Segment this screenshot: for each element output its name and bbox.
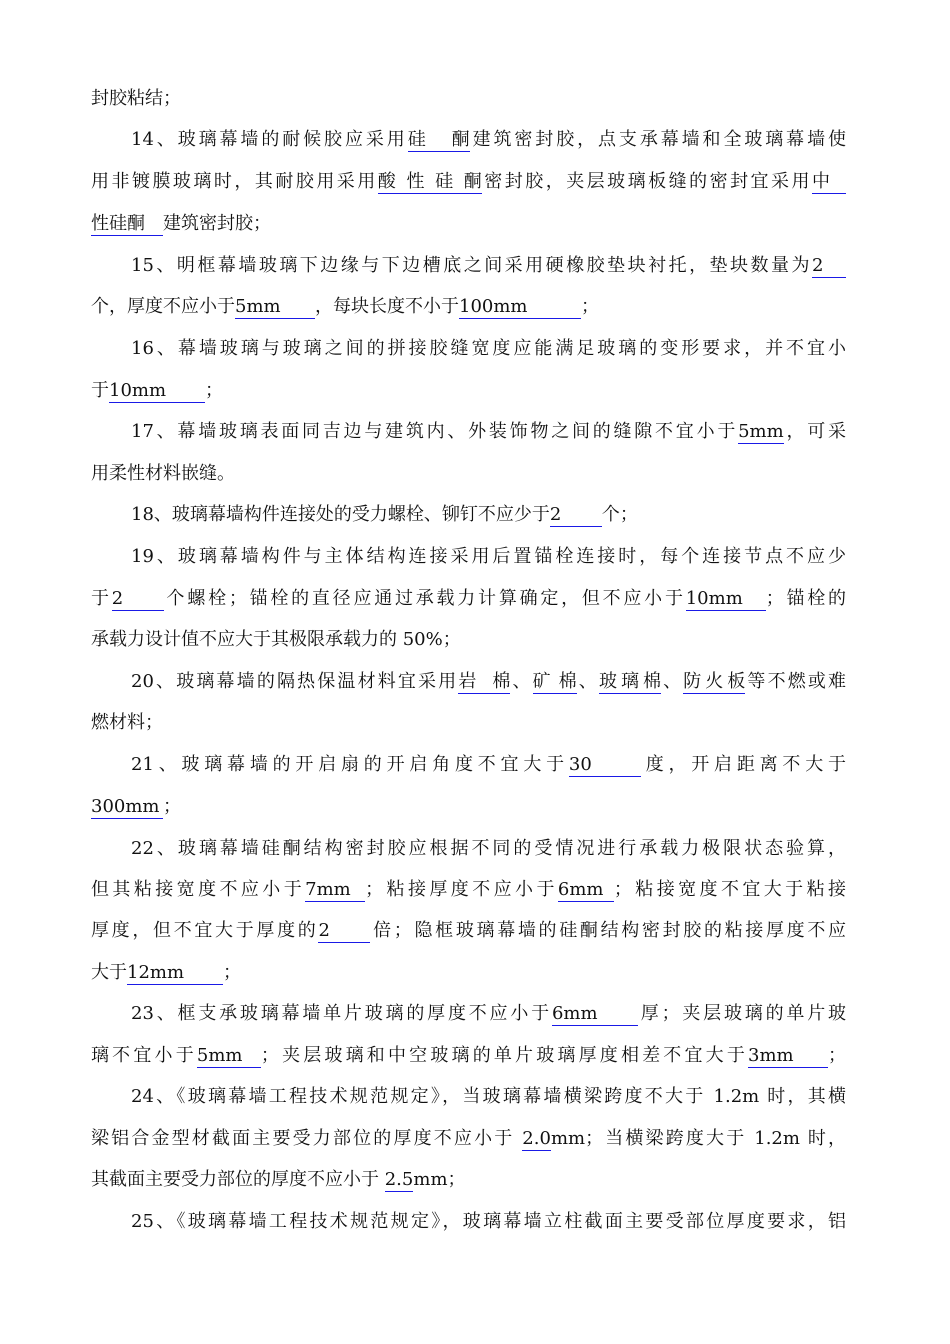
fill-blank-answer: 6mm	[558, 879, 614, 902]
fill-blank-answer: 5mm	[235, 296, 315, 319]
text-segment: ；	[828, 1045, 847, 1066]
text-segment: 大于	[91, 962, 127, 983]
fill-blank-answer: 中	[812, 171, 846, 194]
text-segment: 建筑密封胶；	[163, 213, 271, 234]
text-line	[91, 794, 846, 820]
fill-blank-answer: 防火板	[683, 671, 746, 692]
text-line	[131, 1084, 846, 1110]
fill-blank-answer: 2.5	[384, 1169, 414, 1190]
text-line	[131, 1001, 846, 1027]
fill-blank-answer: 3mm	[748, 1045, 828, 1068]
text-line	[91, 627, 846, 653]
fill-blank-answer: 2	[318, 920, 370, 943]
text-line	[131, 336, 846, 362]
text-segment: 个，厚度不应小于	[91, 296, 235, 317]
text-line	[91, 586, 846, 612]
text-segment: 18、玻璃幕墙构件连接处的受力螺栓、铆钉不应少于	[131, 504, 550, 525]
fill-blank-answer: 玻璃棉	[598, 671, 661, 692]
text-line	[91, 169, 846, 195]
text-segment: 17、幕墙玻璃表面同吉边与建筑内、外装饰物之间的缝隙不宜小于	[131, 421, 739, 442]
text-segment: 厚；夹层玻璃的单片玻	[637, 1003, 846, 1024]
text-segment: mm；	[413, 1169, 466, 1190]
text-line	[91, 1043, 846, 1069]
text-segment: mm；当横梁跨度大于 1.2m 时，	[550, 1128, 846, 1149]
text-segment: 用柔性材料嵌缝。	[91, 463, 235, 484]
text-segment: 璃不宜小于	[91, 1045, 197, 1066]
text-line	[91, 378, 846, 404]
fill-blank-answer: 5mm	[197, 1045, 261, 1068]
text-line	[131, 419, 846, 445]
text-segment: 、	[510, 671, 533, 692]
text-segment: 15、明框幕墙玻璃下边缘与下边槽底之间采用硬橡胶垫块衬托，垫块数量为	[131, 255, 812, 276]
text-segment: ；	[163, 796, 181, 817]
text-segment: 于	[91, 380, 109, 401]
fill-blank-answer: 硅酮	[407, 129, 470, 150]
text-segment: ；	[205, 380, 223, 401]
text-segment: 25、《玻璃幕墙工程技术规范规定》，玻璃幕墙立柱截面主要受部位厚度要求，铝	[131, 1211, 846, 1232]
text-line	[131, 253, 846, 279]
text-segment: 建筑密封胶，点支承幕墙和全玻璃幕墙使	[469, 129, 846, 150]
text-segment: 梁铝合金型材截面主要受力部位的厚度不应小于	[91, 1128, 523, 1149]
text-segment: ，每块长度不小于	[315, 296, 459, 317]
text-line	[131, 836, 846, 862]
text-segment: 燃材料；	[91, 712, 163, 733]
fill-blank-answer: 7mm	[305, 879, 365, 902]
text-line	[91, 1126, 846, 1152]
text-segment: 24、《玻璃幕墙工程技术规范规定》，当玻璃幕墙横梁跨度不大于 1.2m 时，其横	[131, 1086, 846, 1107]
text-segment: ；夹层玻璃和中空玻璃的单片玻璃厚度相差不宜大于	[260, 1045, 749, 1066]
fill-blank-answer: 2.0	[522, 1128, 551, 1149]
fill-blank-answer: 300mm	[91, 796, 163, 819]
text-line	[131, 544, 846, 570]
text-segment: 密封胶，夹层玻璃板缝的密封宜采用	[481, 171, 813, 192]
text-segment: ，可采	[783, 421, 846, 442]
text-segment: ；	[581, 296, 599, 317]
text-line	[131, 502, 846, 528]
text-segment: 但其粘接宽度不应小于	[91, 879, 306, 900]
text-segment: 度，开启距离不大于	[640, 754, 847, 775]
fill-blank-answer: 5mm	[738, 421, 784, 442]
text-segment: 承载力设计值不应大于其极限承载力的 50%；	[91, 629, 461, 650]
text-line	[91, 918, 846, 944]
text-segment: 20、玻璃幕墙的隔热保温材料宜采用	[131, 671, 459, 692]
text-segment: 16、幕墙玻璃与玻璃之间的拼接胶缝宽度应能满足玻璃的变形要求，并不宜小	[131, 338, 846, 359]
text-segment: ；粘接厚度不应小于	[365, 879, 558, 900]
fill-blank-answer: 2	[112, 588, 164, 611]
fill-blank-answer: 岩棉	[458, 671, 511, 692]
text-line	[131, 127, 846, 153]
text-segment: 封胶粘结；	[91, 88, 181, 109]
text-line	[91, 86, 846, 112]
fill-blank-answer: 2	[550, 504, 602, 527]
text-segment: 其截面主要受力部位的厚度不应小于	[91, 1169, 385, 1190]
text-line	[91, 710, 846, 736]
text-segment: 22、玻璃幕墙硅酮结构密封胶应根据不同的受情况进行承载力极限状态验算，	[131, 838, 846, 859]
fill-blank-answer: 10mm	[686, 588, 766, 611]
text-line	[91, 877, 846, 903]
text-line	[131, 669, 846, 695]
text-segment: 个螺栓；锚栓的直径应通过承载力计算确定，但不应小于	[163, 588, 686, 609]
text-line	[131, 1209, 846, 1235]
text-segment: 、	[660, 671, 684, 692]
text-segment: ；锚栓的	[765, 588, 847, 609]
fill-blank-answer: 10mm	[109, 380, 205, 403]
fill-blank-answer: 酸性硅酮	[377, 171, 482, 192]
text-line	[91, 1167, 846, 1193]
text-line	[91, 294, 846, 320]
text-segment: ；粘接宽度不宜大于粘接	[613, 879, 847, 900]
text-segment: 厚度，但不宜大于厚度的	[91, 920, 319, 941]
text-line	[91, 461, 846, 487]
fill-blank-answer: 6mm	[552, 1003, 638, 1026]
text-segment: 、	[576, 671, 599, 692]
text-segment: 倍；隐框玻璃幕墙的硅酮结构密封胶的粘接厚度不应	[370, 920, 847, 941]
text-segment: 用非镀膜玻璃时，其耐胶用采用	[91, 171, 378, 192]
fill-blank-answer: 2	[812, 255, 846, 278]
text-segment: 等不燃或难	[745, 671, 847, 692]
text-segment: ；	[223, 962, 241, 983]
fill-blank-answer: 100mm	[459, 296, 581, 319]
fill-blank-answer: 性硅酮	[91, 213, 163, 236]
fill-blank-answer: 12mm	[127, 962, 223, 985]
fill-blank-answer: 矿棉	[532, 671, 577, 692]
text-segment: 于	[91, 588, 112, 609]
text-segment: 个；	[601, 504, 638, 525]
text-segment: 19、玻璃幕墙构件与主体结构连接采用后置锚栓连接时，每个连接节点不应少	[131, 546, 846, 567]
text-segment: 21、玻璃幕墙的开启扇的开启角度不宜大于	[131, 754, 569, 775]
text-segment: 23、框支承玻璃幕墙单片玻璃的厚度不应小于	[131, 1003, 552, 1024]
fill-blank-answer: 30	[569, 754, 641, 777]
text-segment: 14、玻璃幕墙的耐候胶应采用	[131, 129, 408, 150]
text-line	[91, 211, 846, 237]
text-line	[131, 752, 846, 778]
text-line	[91, 960, 846, 986]
